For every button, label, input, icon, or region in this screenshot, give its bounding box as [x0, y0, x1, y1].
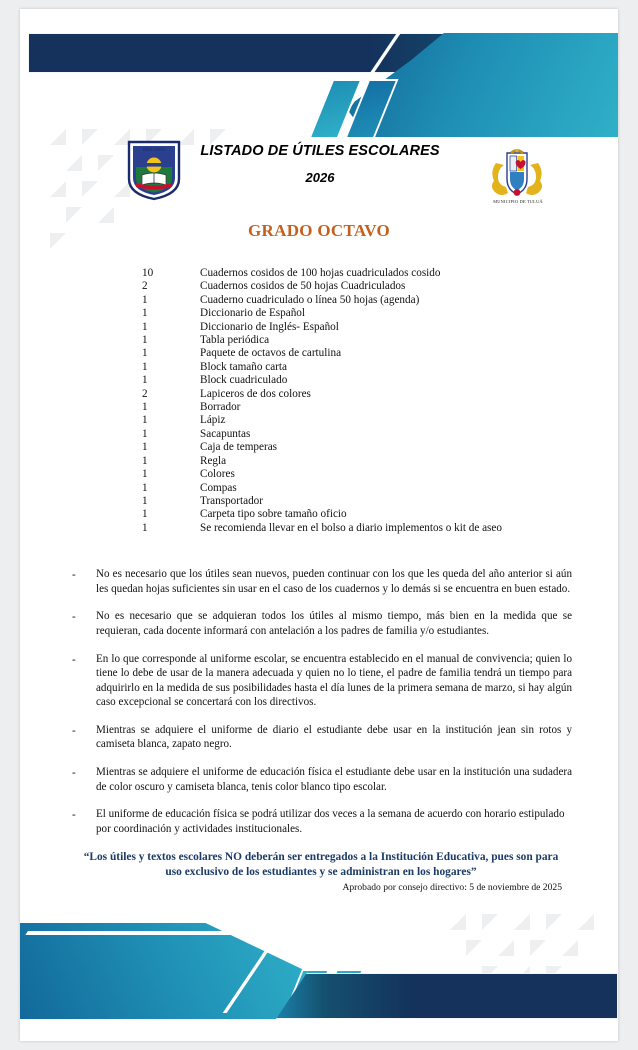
- svg-text:EDUCATIVA: EDUCATIVA: [142, 147, 166, 152]
- note-bullet: -: [72, 611, 76, 624]
- supply-quantity: 1: [142, 320, 148, 333]
- supply-row: [134, 267, 618, 280]
- note-item: [72, 609, 572, 638]
- supply-item-name: Lapiceros de dos colores: [200, 387, 311, 400]
- note-item: [72, 765, 572, 794]
- note-text: [96, 609, 572, 638]
- supply-item-name: Lápiz: [200, 414, 226, 427]
- note-text-line: Mientras se adquiere el uniforme de diario el estudiante debe usar en la institución jean sin rotos y camiseta blanca, zapato negro.: [96, 723, 572, 751]
- closing-quote: “Los útiles y textos escolares NO deberán ser entregados a la Institución Educativa, pues son para uso exclusivo de los estudiantes y se administran en los hogares”: [83, 851, 559, 879]
- supply-item-name: Cuaderno cuadriculado o línea 50 hojas (agenda): [200, 293, 420, 306]
- supply-item-name: Caja de temperas: [200, 441, 278, 454]
- supply-quantity: 1: [142, 427, 148, 440]
- supply-item-name: Carpeta tipo sobre tamaño oficio: [200, 508, 347, 521]
- supply-row: [134, 468, 618, 481]
- note-text: [96, 567, 572, 596]
- note-text-line: Mientras se adquiere el uniforme de educación física el estudiante debe usar en la institución una sudadera de color oscuro y camiseta blanca, tenis color blanco tipo escolar.: [96, 766, 572, 793]
- supply-row: [134, 508, 618, 521]
- supply-row: [134, 334, 618, 347]
- supply-item-name: Regla: [200, 454, 227, 467]
- supply-item-name: Tabla periódica: [200, 334, 270, 347]
- note-text-line: No es necesario que se adquieran todos los útiles al mismo tiempo, más bien en la medida que se requieran, cada docente informará con antelación a los padres de familia y/o estudiantes.: [96, 610, 572, 637]
- grade-heading: GRADO OCTAVO: [248, 221, 390, 240]
- supply-item-name: Diccionario de Inglés- Español: [200, 320, 339, 333]
- supply-row: [134, 388, 618, 401]
- note-bullet: -: [72, 767, 76, 780]
- footer-banner: [20, 915, 618, 1019]
- supply-item-name: Transportador: [200, 494, 263, 507]
- note-text: [96, 807, 572, 836]
- supply-quantity: 1: [142, 414, 148, 427]
- supply-row: [134, 321, 618, 334]
- header-banner: [20, 33, 618, 137]
- supply-item-name: Compas: [200, 481, 237, 494]
- supplies-list: [20, 267, 618, 535]
- supply-row: [134, 361, 618, 374]
- supply-quantity: 1: [142, 441, 148, 454]
- notes-list: [20, 567, 618, 836]
- title-row: [20, 137, 618, 215]
- supply-quantity: 1: [142, 401, 148, 414]
- note-bullet: -: [72, 724, 76, 737]
- supply-item-name: Paquete de octavos de cartulina: [200, 347, 342, 360]
- supply-item-name: Block cuadriculado: [200, 374, 288, 387]
- supply-item-name: Cuadernos cosidos de 50 hojas Cuadriculados: [200, 280, 406, 293]
- supply-item-name: Diccionario de Español: [200, 307, 306, 320]
- note-text-line: El uniforme de educación física se podrá utilizar dos veces a la semana de acuerdo con horario estipulado: [96, 808, 565, 821]
- supply-item-name: Colores: [200, 468, 235, 481]
- footer-navy-bar: [276, 973, 618, 1019]
- supply-quantity: 1: [142, 360, 148, 373]
- supply-item-name: Se recomienda llevar en el bolso a diario implementos o kit de aseo: [200, 521, 502, 534]
- supply-row: [134, 294, 618, 307]
- supply-quantity: 1: [142, 293, 148, 306]
- supply-row: [134, 347, 618, 360]
- supply-row: [134, 414, 618, 427]
- supply-quantity: 1: [142, 521, 148, 534]
- municipality-crest-label: MUNICIPIO DE TULUÁ: [493, 199, 543, 204]
- supply-row: [134, 441, 618, 454]
- note-bullet: -: [72, 809, 76, 822]
- supply-quantity: 1: [142, 454, 148, 467]
- note-text-line: por coordinación y actividades institucionales.: [96, 822, 303, 835]
- supply-item-name: Cuadernos cosidos de 100 hojas cuadriculados cosido: [200, 267, 441, 279]
- note-bullet: -: [72, 653, 76, 666]
- supply-row: [134, 495, 618, 508]
- supply-row: [134, 280, 618, 293]
- supply-row: [134, 307, 618, 320]
- note-item: [72, 723, 572, 752]
- supply-item-name: Borrador: [200, 401, 241, 414]
- note-text: [96, 723, 572, 752]
- note-item: [72, 652, 572, 710]
- document-content: [20, 137, 618, 893]
- supply-row: [134, 374, 618, 387]
- supply-row: [134, 428, 618, 441]
- page-title: LISTADO DE ÚTILES ESCOLARES: [200, 143, 440, 159]
- supply-quantity: 1: [142, 468, 148, 481]
- supply-quantity: 1: [142, 307, 148, 320]
- municipality-crest-icon: [486, 147, 548, 203]
- note-item: [72, 807, 572, 836]
- approval-line: Aprobado por consejo directivo: 5 de noviembre de 2025: [342, 882, 562, 894]
- supply-quantity: 1: [142, 481, 148, 494]
- supply-quantity: 2: [142, 387, 148, 400]
- supply-quantity: 1: [142, 494, 148, 507]
- note-text: [96, 652, 572, 710]
- supply-row: [134, 401, 618, 414]
- supply-quantity: 2: [142, 280, 148, 293]
- supply-quantity: 1: [142, 508, 148, 521]
- supply-quantity: 1: [142, 347, 148, 360]
- note-text-line: En lo que corresponde al uniforme escolar, se encuentra establecido en el manual de convivencia; quien lo tiene lo debe de usar de la manera adecuada y quien no lo tiene, el padre de familia tendrá un tiempo para adquirirlo en la medida de sus posibilidades hasta el día lunes de la primera semana de marzo, si hay algún caso excepcional se concertará con los directivos.: [96, 652, 572, 709]
- supply-quantity: 1: [142, 374, 148, 387]
- supply-item-name: Sacapuntas: [200, 427, 251, 440]
- page-year: 2026: [305, 170, 335, 185]
- document-page: [20, 9, 618, 1041]
- supply-item-name: Block tamaño carta: [200, 360, 287, 373]
- supply-row: [134, 455, 618, 468]
- note-item: [72, 567, 572, 596]
- note-text-line: No es necesario que los útiles sean nuevos, pueden continuar con los que les queda del año anterior si aún les quedan hojas suficientes sin usar en el caso de los cuadernos y lo demás si se encuentra en buen estado.: [96, 568, 572, 595]
- note-bullet: -: [72, 569, 76, 582]
- supply-quantity: 10: [142, 267, 154, 279]
- supply-quantity: 1: [142, 334, 148, 347]
- supply-row: [134, 482, 618, 495]
- supply-row: [134, 522, 618, 535]
- note-text: [96, 765, 572, 794]
